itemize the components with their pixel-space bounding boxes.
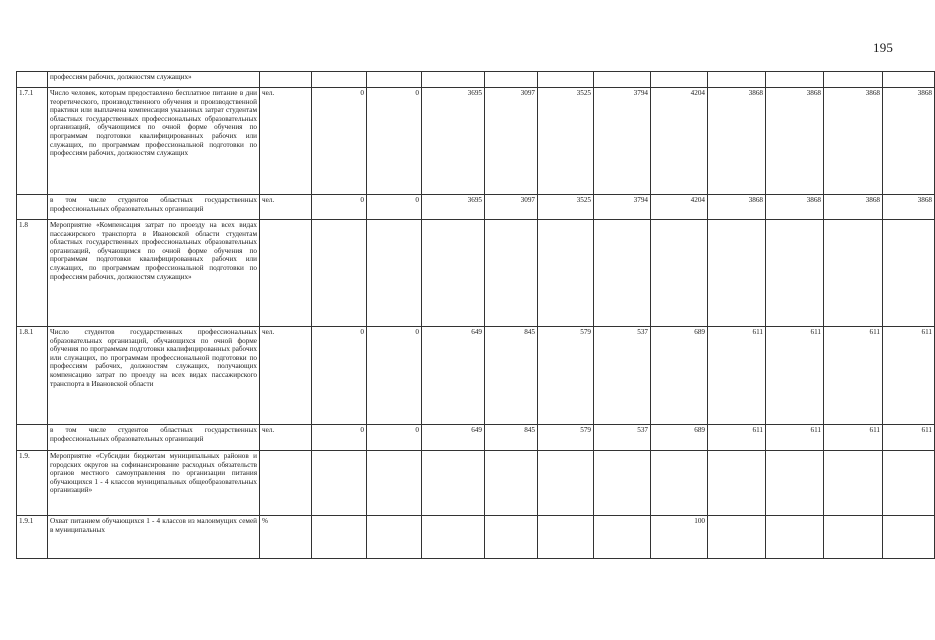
row-value-cell: 3868 (708, 88, 766, 195)
row-value-cell: 0 (312, 425, 367, 451)
row-description-cell: Охват питанием обучающихся 1 - 4 классов из малоимущих семей в муниципальных (48, 516, 260, 559)
row-index-cell: 1.7.1 (17, 88, 48, 195)
row-value-cell: 649 (422, 425, 485, 451)
row-index-cell (17, 425, 48, 451)
row-value-cell: 845 (485, 327, 538, 425)
table-row (17, 88, 935, 195)
row-description-cell: в том числе студентов областных государственных профессиональных образовательных организаций (48, 195, 260, 220)
row-unit-cell (260, 220, 312, 327)
row-value-cell (422, 220, 485, 327)
row-value-cell (883, 72, 935, 88)
row-value-cell (766, 72, 824, 88)
row-value-cell (538, 451, 594, 516)
row-value-cell (538, 72, 594, 88)
row-value-cell: 0 (312, 195, 367, 220)
row-value-cell (594, 72, 651, 88)
row-value-cell (485, 220, 538, 327)
row-value-cell: 4204 (651, 88, 708, 195)
row-value-cell: 579 (538, 425, 594, 451)
row-value-cell: 3868 (883, 195, 935, 220)
row-value-cell (651, 72, 708, 88)
row-value-cell (312, 220, 367, 327)
row-unit-cell: чел. (260, 88, 312, 195)
row-value-cell: 0 (312, 88, 367, 195)
row-value-cell (367, 451, 422, 516)
row-description-cell: Мероприятие «Компенсация затрат по проезду на всех видах пассажирского транспорта в Ивановской области студентам областных государственных профессиональных образовательных организаций, обучающимся по очной форме обучения по программам подготовки квалифицированных рабочих или служащих, по программам профессиональной подготовки по профессиям рабочих, должностям служащих» (48, 220, 260, 327)
indicators-table (16, 71, 935, 559)
row-value-cell (422, 516, 485, 559)
row-value-cell: 3868 (883, 88, 935, 195)
row-value-cell: 611 (708, 327, 766, 425)
row-value-cell: 3097 (485, 195, 538, 220)
row-value-cell (422, 72, 485, 88)
row-value-cell: 0 (367, 88, 422, 195)
row-value-cell (367, 220, 422, 327)
row-value-cell (766, 220, 824, 327)
row-description-cell: Число студентов государственных профессиональных образовательных организаций, обучающихся по очной форме обучения по программам подготовки квалифицированных рабочих или служащих, по программам профессиональной подготовки по профессиям рабочих, должностям служащих, получающих компенсацию затрат по проезду на всех видах пассажирского транспорта в Ивановской области (48, 327, 260, 425)
row-value-cell: 845 (485, 425, 538, 451)
row-description-cell: Число человек, которым предоставлено бесплатное питание в дни теоретического, производственного обучения и производственной практики или выплачена компенсация указанных затрат студентам областных государственных профессиональных образовательных организаций, обучающимся по очной форме обучения по программам подготовки квалифицированных рабочих или служащих, по программам профессиональной подготовки по профессиям рабочих, должностям служащих (48, 88, 260, 195)
row-value-cell (312, 72, 367, 88)
row-value-cell: 4204 (651, 195, 708, 220)
row-value-cell (594, 516, 651, 559)
row-value-cell: 3868 (766, 195, 824, 220)
table-row (17, 516, 935, 559)
row-value-cell: 0 (367, 327, 422, 425)
row-value-cell (824, 220, 883, 327)
row-value-cell: 579 (538, 327, 594, 425)
row-description-cell: в том числе студентов областных государственных профессиональных образовательных организаций (48, 425, 260, 451)
row-value-cell (485, 451, 538, 516)
row-value-cell (312, 516, 367, 559)
row-value-cell (708, 516, 766, 559)
row-value-cell: 611 (883, 327, 935, 425)
row-value-cell (883, 451, 935, 516)
row-index-cell: 1.8 (17, 220, 48, 327)
table-row (17, 72, 935, 88)
row-value-cell (367, 72, 422, 88)
row-value-cell (883, 220, 935, 327)
row-index-cell: 1.8.1 (17, 327, 48, 425)
row-index-cell: 1.9. (17, 451, 48, 516)
row-value-cell (883, 516, 935, 559)
row-value-cell (651, 451, 708, 516)
page-number: 195 (873, 40, 894, 55)
row-unit-cell: чел. (260, 425, 312, 451)
row-value-cell: 689 (651, 425, 708, 451)
row-value-cell (824, 72, 883, 88)
row-value-cell: 0 (367, 425, 422, 451)
row-value-cell (538, 516, 594, 559)
row-value-cell (485, 72, 538, 88)
row-value-cell (766, 516, 824, 559)
row-value-cell (824, 516, 883, 559)
row-description-cell: Мероприятие «Субсидии бюджетам муниципальных районов и городских округов на софинансирование расходных обязательств органов местного самоуправления по организации питания обучающихся 1 - 4 классов муниципальных общеобразовательных организаций» (48, 451, 260, 516)
row-value-cell: 649 (422, 327, 485, 425)
table-row (17, 425, 935, 451)
row-value-cell: 3695 (422, 195, 485, 220)
row-value-cell: 611 (766, 327, 824, 425)
row-value-cell: 537 (594, 425, 651, 451)
row-value-cell (766, 451, 824, 516)
row-value-cell: 3097 (485, 88, 538, 195)
row-value-cell (651, 220, 708, 327)
table-row (17, 195, 935, 220)
row-value-cell: 3794 (594, 88, 651, 195)
row-value-cell (538, 220, 594, 327)
row-value-cell (824, 451, 883, 516)
row-value-cell (708, 220, 766, 327)
row-value-cell: 537 (594, 327, 651, 425)
row-value-cell: 3868 (766, 88, 824, 195)
row-value-cell (594, 220, 651, 327)
row-index-cell (17, 195, 48, 220)
row-unit-cell (260, 451, 312, 516)
row-value-cell: 611 (824, 327, 883, 425)
row-value-cell: 0 (367, 195, 422, 220)
row-description-cell: профессиям рабочих, должностям служащих» (48, 72, 260, 88)
row-value-cell: 3868 (824, 195, 883, 220)
table-row (17, 220, 935, 327)
row-value-cell: 3868 (708, 195, 766, 220)
row-index-cell: 1.9.1 (17, 516, 48, 559)
row-unit-cell: чел. (260, 327, 312, 425)
row-value-cell: 611 (708, 425, 766, 451)
row-value-cell: 3525 (538, 88, 594, 195)
row-value-cell (708, 72, 766, 88)
row-value-cell: 0 (312, 327, 367, 425)
row-value-cell: 100 (651, 516, 708, 559)
row-value-cell: 611 (766, 425, 824, 451)
row-value-cell (312, 451, 367, 516)
row-value-cell (594, 451, 651, 516)
row-value-cell: 3794 (594, 195, 651, 220)
row-value-cell: 3525 (538, 195, 594, 220)
table-row (17, 451, 935, 516)
row-value-cell (485, 516, 538, 559)
row-value-cell: 611 (883, 425, 935, 451)
row-value-cell: 689 (651, 327, 708, 425)
table-row (17, 327, 935, 425)
row-value-cell: 3695 (422, 88, 485, 195)
row-value-cell: 3868 (824, 88, 883, 195)
row-unit-cell (260, 72, 312, 88)
row-value-cell (708, 451, 766, 516)
row-unit-cell: чел. (260, 195, 312, 220)
row-value-cell: 611 (824, 425, 883, 451)
row-value-cell (367, 516, 422, 559)
row-index-cell (17, 72, 48, 88)
row-value-cell (422, 451, 485, 516)
row-unit-cell: % (260, 516, 312, 559)
